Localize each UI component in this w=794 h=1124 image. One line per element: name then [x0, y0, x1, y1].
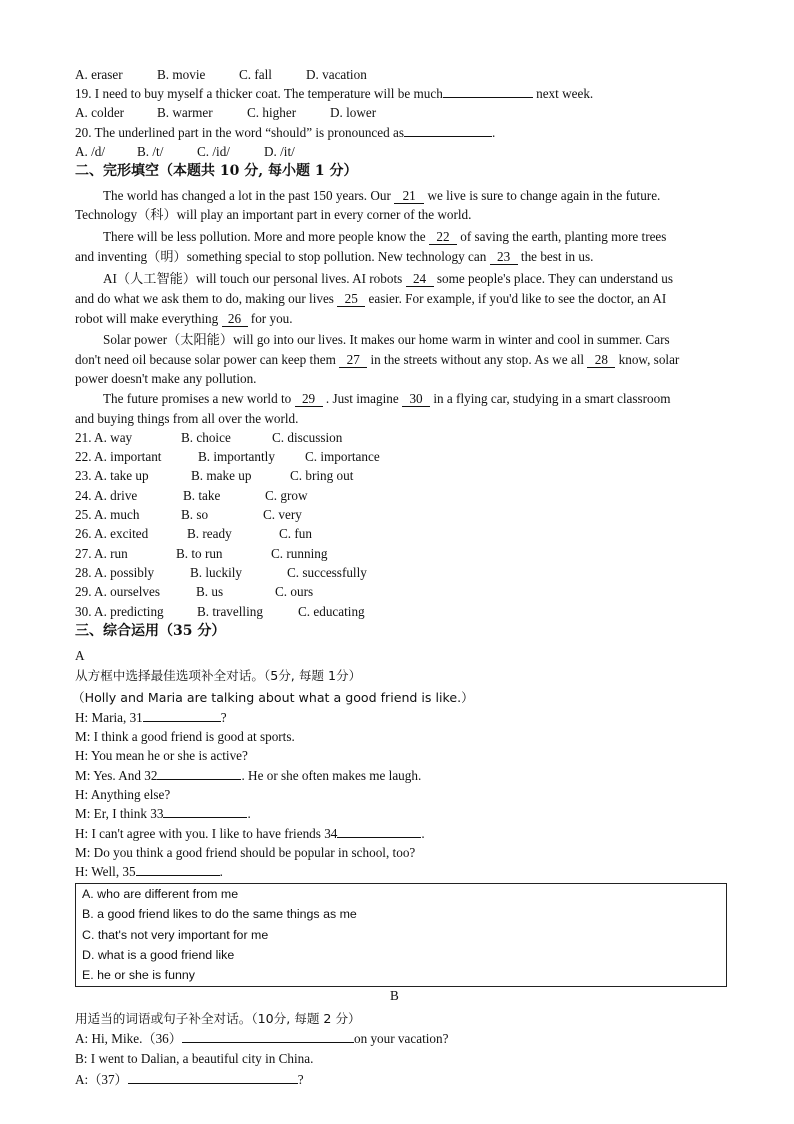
option: B. take	[183, 488, 221, 503]
option: B. us	[196, 584, 224, 599]
option: C. grow	[265, 488, 308, 503]
cloze-blank-24[interactable]: 24	[406, 271, 434, 287]
dialog-line-31	[75, 708, 227, 727]
option: A. /d/	[75, 144, 106, 159]
option: C. discussion	[272, 430, 343, 445]
q19-options	[75, 103, 376, 122]
cloze-options-27	[75, 544, 327, 563]
option: 26. A. excited	[75, 526, 149, 541]
option: D. /it/	[264, 144, 295, 159]
cloze-options-23	[75, 466, 353, 485]
option: D. vacation	[306, 67, 367, 82]
dialog-line: M: I think a good friend is good at sports.	[75, 729, 295, 744]
option: 23. A. take up	[75, 468, 149, 483]
dialog-text: .	[421, 826, 425, 841]
option: B. warmer	[157, 105, 213, 120]
option: C. successfully	[287, 565, 367, 580]
option: 29. A. ourselves	[75, 584, 160, 599]
answer-blank-33[interactable]	[163, 817, 247, 818]
box-option-d: D. what is a good friend like	[82, 948, 235, 962]
cloze-blank-25[interactable]: 25	[337, 291, 365, 307]
answer-blank-31[interactable]	[143, 721, 221, 722]
dialog-text: M: Er, I think 33	[75, 806, 164, 821]
q18-options	[75, 65, 367, 84]
question-text: 19. I need to buy myself a thicker coat. The temperature will be much	[75, 86, 443, 101]
dialog-line-34	[75, 824, 425, 843]
passage-text: There will be less pollution. More and more people know the	[103, 229, 429, 244]
cloze-options-24	[75, 486, 308, 505]
question-text: 20. The underlined part in the word “should” is pronounced as	[75, 125, 404, 140]
dialog-text: .	[247, 806, 251, 821]
option: C. fall	[239, 67, 272, 82]
box-option-e: E. he or she is funny	[82, 968, 195, 982]
passage-text: easier. For example, if you'd like to see the doctor, an AI	[365, 291, 667, 306]
cloze-blank-26[interactable]: 26	[222, 311, 248, 327]
passage-text: AI（人工智能）will touch our personal lives. AI robots	[103, 271, 406, 286]
option: 22. A. important	[75, 449, 162, 464]
dialog-text: H: I can't agree with you. I like to have friends 34	[75, 826, 338, 841]
dialog-text: M: Yes. And 32	[75, 768, 158, 783]
answer-blank-35[interactable]	[136, 875, 220, 876]
passage-line	[75, 289, 666, 308]
dialog-line: H: Anything else?	[75, 787, 171, 802]
passage-line	[103, 227, 666, 246]
passage-text: and do what we ask them to do, making our lives	[75, 291, 338, 306]
cloze-blank-22[interactable]: 22	[429, 229, 457, 245]
part-a-instruction: 从方框中选择最佳选项补全对话。（5分, 每题 1分）	[75, 668, 362, 683]
cloze-options-30	[75, 602, 365, 621]
cloze-options-26	[75, 524, 312, 543]
dialog-text: ?	[297, 1072, 304, 1087]
option: A. eraser	[75, 67, 123, 82]
passage-text: know, solar	[615, 352, 680, 367]
passage-line	[75, 350, 679, 369]
option: B. ready	[187, 526, 232, 541]
dialog-line-37	[75, 1070, 304, 1089]
passage-line	[103, 269, 673, 288]
option: C. very	[263, 507, 302, 522]
dialog-line-36	[75, 1029, 448, 1048]
cloze-blank-23[interactable]: 23	[490, 249, 518, 265]
part-a-label: A	[75, 648, 85, 663]
passage-text: in a flying car, studying in a smart classroom	[430, 391, 671, 406]
cloze-options-28	[75, 563, 367, 582]
option: B. importantly	[198, 449, 275, 464]
passage-text: The world has changed a lot in the past 150 years. Our	[103, 188, 395, 203]
dialog-text: on your vacation?	[353, 1031, 449, 1046]
passage-text: of saving the earth, planting more trees	[456, 229, 667, 244]
option: C. educating	[298, 604, 365, 619]
section-2-title: 二、完形填空（本题共 10 分, 每小题 1 分）	[75, 163, 358, 179]
passage-text: we live is sure to change again in the future.	[424, 188, 661, 203]
cloze-options-22	[75, 447, 380, 466]
option: 24. A. drive	[75, 488, 138, 503]
passage-line	[103, 389, 671, 408]
dialog-text: H: Maria, 31	[75, 710, 143, 725]
passage-line	[75, 309, 293, 328]
option: C. running	[271, 546, 328, 561]
passage-line	[103, 186, 660, 205]
dialog-text: A:（37）	[75, 1072, 128, 1087]
answer-blank[interactable]	[404, 136, 492, 137]
passage-text: The future promises a new world to	[103, 391, 295, 406]
option: 21. A. way	[75, 430, 133, 445]
cloze-options-21	[75, 428, 342, 447]
option: C. ours	[275, 584, 314, 599]
question-19	[75, 84, 593, 103]
dialog-line: B: I went to Dalian, a beautiful city in China.	[75, 1051, 314, 1066]
question-20	[75, 123, 495, 142]
option: B. movie	[157, 67, 206, 82]
passage-text: for you.	[247, 311, 293, 326]
passage-line	[75, 247, 593, 266]
dialog-context: （Holly and Maria are talking about what a good friend is like.）	[72, 690, 474, 705]
option: B. make up	[191, 468, 252, 483]
option: C. bring out	[290, 468, 354, 483]
option: C. higher	[247, 105, 297, 120]
options-box	[75, 883, 727, 987]
option: A. colder	[75, 105, 125, 120]
q20-options	[75, 142, 295, 161]
option: C. /id/	[197, 144, 230, 159]
answer-blank-36[interactable]	[182, 1042, 354, 1043]
box-option-a: A. who are different from me	[82, 887, 239, 901]
passage-text: the best in us.	[517, 249, 594, 264]
option: 30. A. predicting	[75, 604, 164, 619]
answer-blank[interactable]	[443, 97, 533, 98]
option: 27. A. run	[75, 546, 128, 561]
cloze-blank-21[interactable]: 21	[394, 188, 424, 204]
option: B. so	[181, 507, 209, 522]
dialog-line-33	[75, 804, 251, 823]
dialog-line-35	[75, 862, 223, 881]
option: D. lower	[330, 105, 377, 120]
box-option-c: C. that's not very important for me	[82, 928, 269, 942]
passage-line: Technology（科）will play an important part in every corner of the world.	[75, 207, 472, 222]
passage-text: and inventing（明）something special to stop pollution. New technology can	[75, 249, 490, 264]
option: B. /t/	[137, 144, 164, 159]
section-3-title: 三、综合运用（35 分）	[75, 623, 226, 639]
answer-blank-34[interactable]	[337, 837, 421, 838]
dialog-line: M: Do you think a good friend should be popular in school, too?	[75, 845, 416, 860]
answer-blank-37[interactable]	[128, 1083, 298, 1084]
passage-text: robot will make everything	[75, 311, 222, 326]
answer-blank-32[interactable]	[157, 779, 241, 780]
box-option-b: B. a good friend likes to do the same things as me	[82, 907, 357, 921]
option: 25. A. much	[75, 507, 140, 522]
cloze-blank-29[interactable]: 29	[295, 391, 323, 407]
cloze-options-25	[75, 505, 302, 524]
passage-text: don't need oil because solar power can keep them	[75, 352, 340, 367]
dialog-line-32	[75, 766, 421, 785]
cloze-blank-30[interactable]: 30	[402, 391, 430, 407]
option: B. luckily	[190, 565, 243, 580]
option: 28. A. possibly	[75, 565, 155, 580]
passage-text: . Just imagine	[322, 391, 403, 406]
question-text: next week.	[536, 86, 594, 101]
passage-line: and buying things from all over the world.	[75, 411, 299, 426]
dialog-line: H: You mean he or she is active?	[75, 748, 248, 763]
option: B. choice	[181, 430, 231, 445]
option: C. fun	[279, 526, 312, 541]
dialog-text: . He or she often makes me laugh.	[241, 768, 422, 783]
dialog-text: ?	[220, 710, 227, 725]
passage-text: some people's place. They can understand us	[433, 271, 673, 286]
cloze-options-29	[75, 582, 313, 601]
passage-line: power doesn't make any pollution.	[75, 371, 257, 386]
question-text: .	[492, 125, 496, 140]
option: B. travelling	[197, 604, 263, 619]
passage-text: in the streets without any stop. As we all	[367, 352, 588, 367]
dialog-text: H: Well, 35	[75, 864, 136, 879]
dialog-text: .	[219, 864, 223, 879]
cloze-blank-27[interactable]: 27	[339, 352, 367, 368]
part-b-instruction: 用适当的词语或句子补全对话。（10分, 每题 2 分）	[75, 1011, 361, 1026]
option: B. to run	[176, 546, 223, 561]
part-b-label: B	[390, 988, 399, 1003]
cloze-blank-28[interactable]: 28	[587, 352, 615, 368]
option: C. importance	[305, 449, 380, 464]
passage-line: Solar power（太阳能）will go into our lives. It makes our home warm in winter and cool in summer. Cars	[103, 332, 670, 347]
dialog-text: A: Hi, Mike.（36）	[75, 1031, 182, 1046]
